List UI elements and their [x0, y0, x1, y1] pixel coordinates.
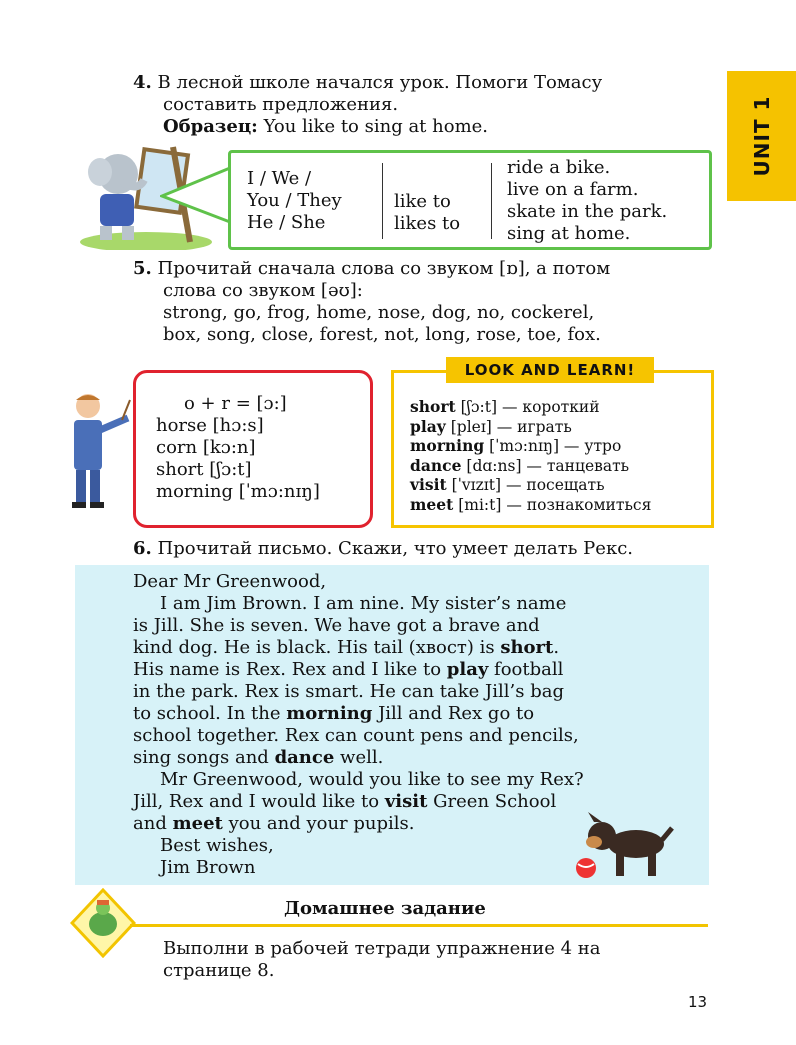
vocab-definition: [pleɪ] — играть: [450, 417, 572, 436]
letter-line: [133, 637, 559, 659]
homework-divider: [130, 924, 708, 927]
letter-text: to school. In the: [133, 703, 287, 724]
col3-row3: skate in the park.: [507, 201, 668, 222]
sentence-table: [228, 150, 712, 250]
look-and-learn-box: [391, 370, 714, 528]
rule-box: [133, 370, 373, 528]
task4-line2: составить предложения.: [163, 94, 399, 115]
dog-illustration: [572, 810, 676, 882]
letter-text: kind dog. He is black. His tail (хвост) is: [133, 637, 501, 658]
letter-line: school together. Rex can count pens and pencils,: [133, 725, 579, 746]
vocab-entry: [410, 456, 629, 477]
look-and-learn-label: LOOK AND LEARN!: [446, 357, 654, 383]
col1-row3: He / She: [247, 212, 326, 233]
rule-word-1: horse [hɔ:s]: [156, 415, 264, 436]
rule-word-4: morning [ˈmɔ:nɪŋ]: [156, 481, 320, 502]
turtle-homework-icon: [70, 888, 136, 958]
task6-text: Прочитай письмо. Скажи, что умеет делать Рекс.: [157, 538, 633, 559]
unit-tab: [727, 71, 796, 201]
vocab-entry: [410, 475, 605, 496]
letter-line: [133, 813, 415, 835]
col3-row4: sing at home.: [507, 223, 631, 244]
vocab-word: meet: [410, 495, 454, 514]
letter-keyword: visit: [384, 791, 428, 812]
col2-row2: likes to: [394, 213, 461, 234]
letter-line: [133, 703, 534, 725]
speech-pointer: [160, 166, 232, 226]
letter-line: [133, 659, 563, 681]
letter-keyword: morning: [286, 703, 373, 724]
letter-line: Mr Greenwood, would you like to see my Rex?: [160, 769, 584, 790]
task4-number: 4.: [133, 72, 152, 93]
task5-number: 5.: [133, 258, 152, 279]
task5-line3: strong, go, frog, home, nose, dog, no, cockerel,: [163, 302, 595, 323]
task5-line2: слова со звуком [əʊ]:: [163, 280, 363, 301]
vocab-word: visit: [410, 475, 447, 495]
vocab-word: dance: [410, 455, 462, 475]
task6-number: 6.: [133, 538, 152, 559]
letter-line: I am Jim Brown. I am nine. My sister’s name: [160, 593, 567, 614]
vocab-entry: [410, 417, 572, 438]
rule-word-3: short [ʃɔ:t]: [156, 459, 252, 480]
letter-text: you and your pupils.: [222, 813, 415, 834]
task5-line4: box, song, close, forest, not, long, rose, toe, fox.: [163, 324, 601, 345]
letter-keyword: dance: [274, 747, 335, 768]
letter-greeting: Dear Mr Greenwood,: [133, 571, 327, 592]
vocab-word: play: [410, 416, 446, 436]
homework-line2: странице 8.: [163, 960, 275, 981]
task4-line1: [133, 72, 602, 94]
letter-keyword: short: [500, 637, 554, 658]
letter-text: well.: [334, 747, 384, 768]
letter-text: sing songs and: [133, 747, 275, 768]
vocab-definition: [mi:t] — познакомиться: [458, 496, 652, 514]
letter-line: in the park. Rex is smart. He can take Jill’s bag: [133, 681, 564, 702]
rule-word-2: corn [kɔ:n]: [156, 437, 256, 458]
vocab-definition: [ʃɔ:t] — короткий: [460, 398, 600, 416]
vocab-entry: [410, 436, 621, 457]
vocab-entry: [410, 397, 600, 418]
letter-line: is Jill. She is seven. We have got a brave and: [133, 615, 540, 636]
letter-closing: Best wishes,: [160, 835, 274, 856]
sample-label: Образец:: [163, 116, 258, 137]
homework-line1: Выполни в рабочей тетради упражнение 4 на: [163, 938, 601, 959]
letter-text: and: [133, 813, 173, 834]
letter-line: [133, 791, 556, 813]
col3-row1: ride a bike.: [507, 157, 611, 178]
letter-text: .: [553, 637, 560, 658]
col1-row2: You / They: [247, 190, 342, 211]
task5-line1: [133, 258, 610, 280]
col3-row2: live on a farm.: [507, 179, 639, 200]
rule-formula: o + r = [ɔ:]: [184, 393, 287, 414]
page-number: 13: [688, 993, 708, 1011]
letter-text: football: [488, 659, 564, 680]
vocab-definition: [ˈvɪzɪt] — посещать: [451, 476, 605, 495]
homework-title: Домашнее задание: [284, 898, 486, 919]
col1-row1: I / We /: [247, 168, 312, 189]
task4-sample: [163, 116, 488, 138]
letter-keyword: meet: [172, 813, 223, 834]
col2-row1: like to: [394, 191, 451, 212]
vocab-entry: [410, 495, 651, 516]
vocab-word: short: [410, 397, 456, 416]
letter-line: [133, 747, 383, 769]
letter-text: His name is Rex. Rex and I like to: [133, 659, 447, 680]
vocab-word: morning: [410, 436, 485, 456]
letter-text: Green School: [427, 791, 557, 812]
letter-text: Jill, Rex and I would like to: [133, 791, 385, 812]
vocab-definition: [ˈmɔ:nɪŋ] — утро: [489, 437, 622, 456]
task6-line: [133, 538, 633, 560]
letter-keyword: play: [446, 659, 489, 680]
task5-text1: Прочитай сначала слова со звуком [ɒ], а потом: [157, 258, 611, 279]
task4-text1: В лесной школе начался урок. Помоги Томасу: [157, 72, 603, 93]
letter-signature: Jim Brown: [160, 857, 256, 878]
unit-tab-label: UNIT 1: [749, 95, 774, 177]
vocab-definition: [dɑ:ns] — танцевать: [466, 456, 630, 475]
letter-text: Jill and Rex go to: [372, 703, 535, 724]
sample-text: You like to sing at home.: [263, 116, 489, 137]
teacher-illustration: [66, 390, 132, 512]
